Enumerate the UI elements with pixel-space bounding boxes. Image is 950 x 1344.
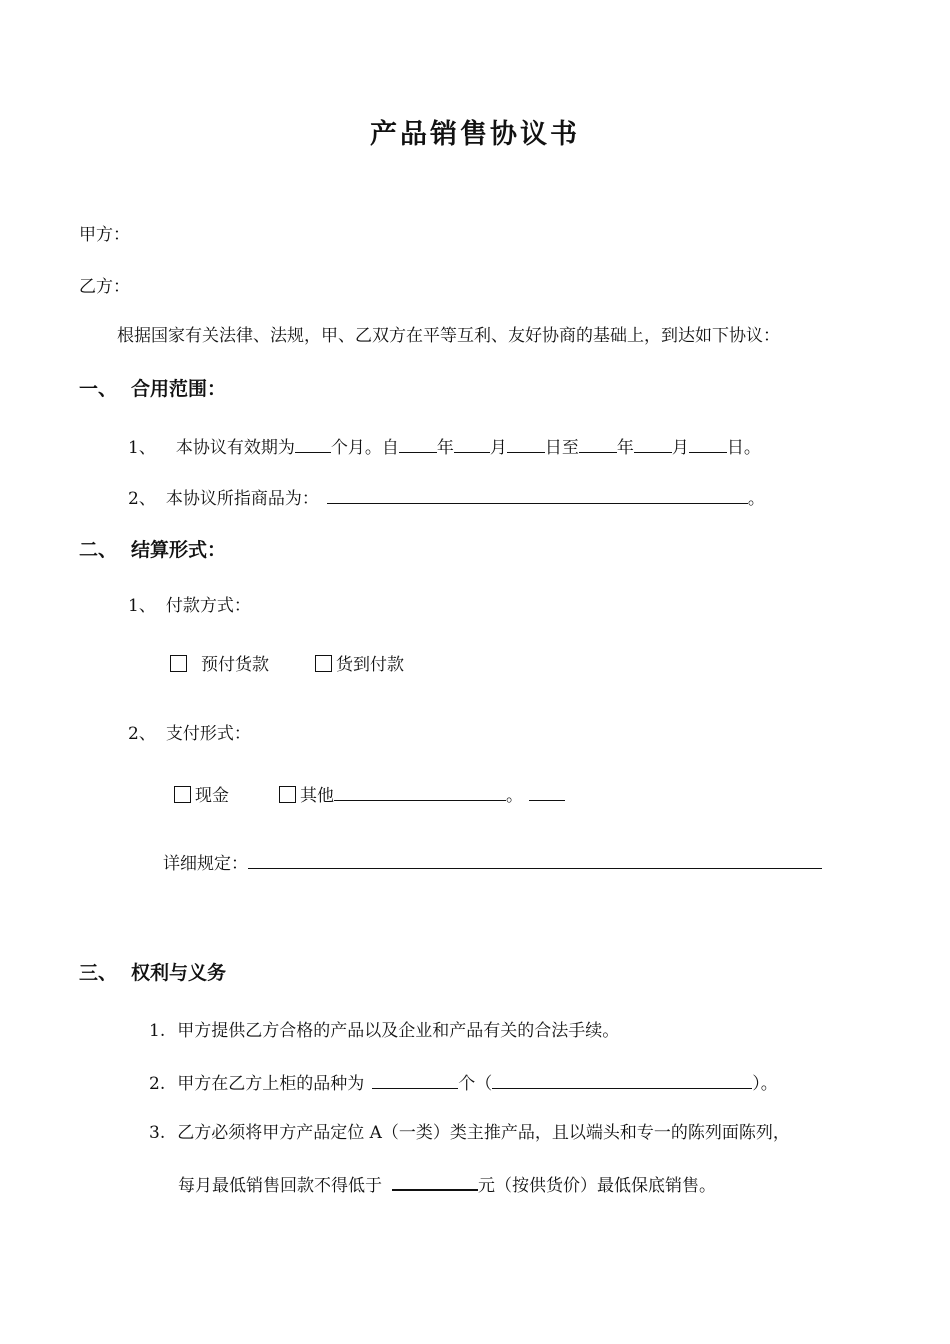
detail-blank[interactable] [248,850,822,869]
section3-heading [79,960,226,986]
start-month-blank[interactable] [454,434,490,453]
item-number: 2. [149,1074,166,1094]
prepay-checkbox[interactable] [170,655,187,672]
item-number: 2、 [128,724,156,744]
varieties-suffix: ）。 [752,1074,778,1094]
payment-form-label: 支付形式： [165,724,251,744]
other-checkbox[interactable] [279,786,296,803]
products-blank[interactable] [327,485,748,504]
party-a-label: 甲方： [79,225,130,245]
end-day-unit: 日。 [726,438,761,458]
min-sales-blank[interactable] [392,1171,478,1191]
min-sales-suffix: 元（按供货价）最低保底销售。 [478,1176,716,1196]
varieties-count-blank[interactable] [372,1070,458,1089]
section1-heading [79,376,226,402]
payment-method-options [170,653,404,677]
start-day-unit: 日至 [544,438,579,458]
varieties-list-blank[interactable] [492,1070,752,1089]
varieties-mid: 个（ [458,1074,493,1094]
item-number: 1. [149,1021,166,1041]
end-month-unit: 月 [671,438,689,458]
cash-label: 现金 [195,786,229,806]
other-suffix: 。 [506,786,523,806]
section2-heading-number: 二、 [79,539,118,561]
products-suffix: 。 [747,489,765,509]
section3-item1 [149,1019,619,1043]
start-day-blank[interactable] [507,434,545,453]
section1-heading-number: 一、 [79,378,118,400]
payment-method-label: 付款方式： [165,596,251,616]
start-year-blank[interactable] [399,434,437,453]
item-number: 2、 [128,489,156,509]
section3-item2 [149,1070,778,1096]
item1-text: 甲方提供乙方合格的产品以及企业和产品有关的合法手续。 [177,1021,620,1041]
preamble: 根据国家有关法律、法规，甲、乙双方在平等互利、友好协商的基础上，到达如下协议： [117,326,780,346]
min-sales-prefix: 每月最低销售回款不得低于 [178,1176,382,1196]
section3-heading-text: 权利与义务 [131,962,227,984]
other-blank[interactable] [334,782,506,801]
other-extra-blank[interactable] [529,782,565,801]
cash-checkbox[interactable] [174,786,191,803]
start-year-unit: 年 [436,438,454,458]
payment-form-row [128,722,251,746]
item-number: 1、 [128,438,156,458]
other-label: 其他 [300,786,334,806]
item-number: 1、 [128,596,156,616]
section1-item1 [128,434,761,460]
prepay-label: 预付货款 [201,655,269,675]
end-day-blank[interactable] [689,434,727,453]
products-label: 本协议所指商品为： [165,489,319,509]
months-unit: 个月。自 [330,438,399,458]
end-year-blank[interactable] [579,434,617,453]
detail-label: 详细规定： [163,854,248,874]
start-month-unit: 月 [489,438,507,458]
cod-label: 货到付款 [336,655,404,675]
payment-form-options [174,782,565,808]
section3-item3-line2 [178,1171,716,1198]
section1-item2 [128,485,765,511]
section2-heading [79,537,226,563]
end-year-unit: 年 [616,438,634,458]
section3-heading-number: 三、 [79,962,118,984]
party-b-label: 乙方： [79,277,130,297]
item-number: 3. [149,1123,166,1143]
section1-heading-text: 合用范围： [131,378,227,400]
validity-prefix: 本协议有效期为 [175,438,295,458]
item3-line1: 乙方必须将甲方产品定位 A（一类）类主推产品，且以端头和专一的陈列面陈列， [177,1123,790,1143]
end-month-blank[interactable] [634,434,672,453]
detail-row [163,850,822,876]
section3-item3-line1 [149,1121,790,1145]
document-title: 产品销售协议书 [370,119,580,150]
varieties-prefix: 甲方在乙方上柜的品种为 [177,1074,365,1094]
section2-heading-text: 结算形式： [131,539,227,561]
cod-checkbox[interactable] [315,655,332,672]
months-blank[interactable] [295,434,331,453]
payment-method-row [128,594,251,618]
